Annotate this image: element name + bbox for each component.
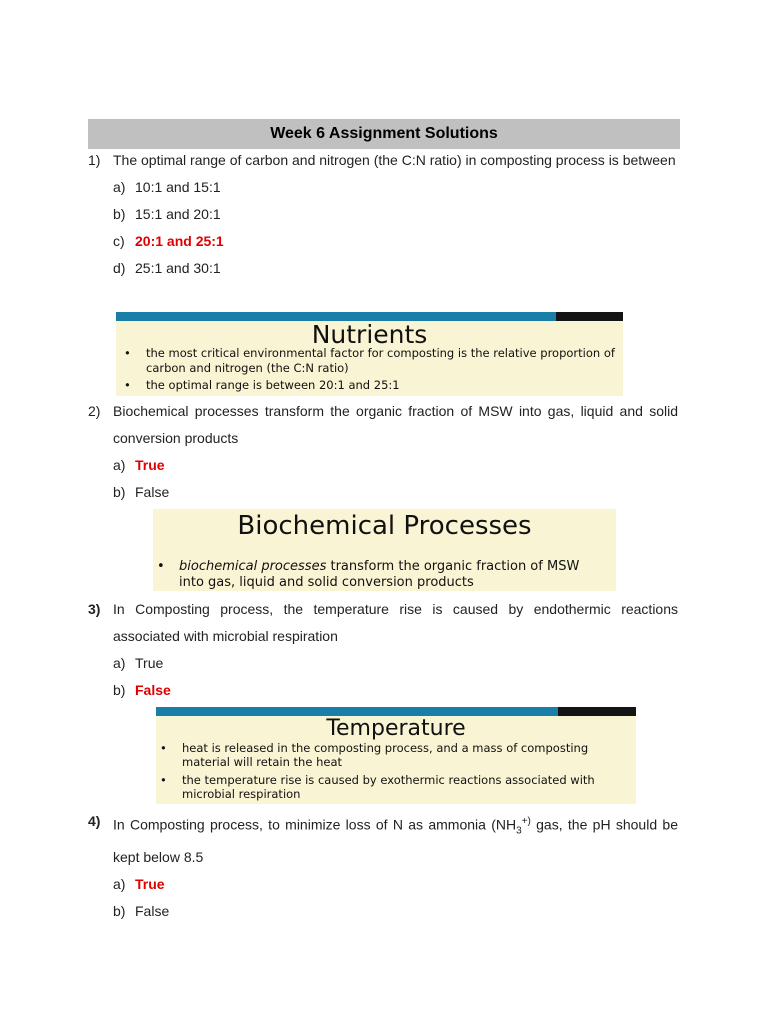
slide-bullets	[122, 346, 618, 393]
question-text: In Composting process, the temperature rise is caused by endothermic reactions associated with microbial respiration	[113, 601, 678, 644]
option-d: d) 25:1 and 30:1	[113, 260, 221, 276]
slide-bullet: • the temperature rise is caused by exothermic reactions associated with microbial respiration	[158, 773, 634, 801]
options-list	[113, 871, 678, 925]
question-number: 2)	[88, 403, 101, 419]
slide-bullet: • biochemical processes transform the organic fraction of MSW into gas, liquid and solid conversion products	[155, 559, 605, 591]
slide-bullet: • heat is released in the composting process, and a mass of composting material will retain the heat	[158, 741, 634, 769]
question-text: In Composting process, to minimize loss of N as ammonia ($NH_3^{+)}$ gas, the pH should be kept below 8.5	[113, 816, 678, 866]
option-a: a) True	[113, 655, 164, 671]
nutrients-slide	[116, 312, 623, 396]
question-2	[88, 398, 678, 506]
slide-heading: Temperature	[326, 716, 466, 741]
slide-heading: Biochemical Processes	[237, 511, 532, 541]
slide-bullet: • the optimal range is between 20:1 and 25:1	[122, 378, 618, 393]
option-b: b) False	[113, 484, 170, 500]
option-a-correct: a) True	[113, 876, 165, 893]
question-number: 3)	[88, 601, 101, 617]
question-number: 4)	[88, 813, 101, 829]
options-list	[113, 650, 678, 704]
question-text: The optimal range of carbon and nitrogen (the C:N ratio) in composting process is between	[113, 152, 676, 168]
options-list	[113, 174, 678, 282]
question-1	[88, 147, 678, 282]
question-3	[88, 596, 678, 704]
slide-bullets	[155, 559, 605, 591]
page-title-bar	[88, 119, 680, 149]
slide-bar	[156, 707, 636, 716]
question-4	[88, 808, 678, 925]
question-text: Biochemical processes transform the organic fraction of MSW into gas, liquid and solid conversion products	[113, 403, 678, 446]
question-number: 1)	[88, 152, 101, 168]
option-a-correct: a) True	[113, 457, 165, 473]
option-b: b) 15:1 and 20:1	[113, 206, 221, 222]
page-title: Week 6 Assignment Solutions	[270, 125, 498, 142]
option-c-correct: c) 20:1 and 25:1	[113, 233, 224, 249]
option-a: a) 10:1 and 15:1	[113, 179, 221, 195]
options-list	[113, 452, 678, 506]
biochemical-slide	[153, 509, 616, 591]
option-b: b) False	[113, 903, 170, 920]
temperature-slide	[156, 707, 636, 804]
slide-bullets	[158, 741, 634, 801]
option-b-correct: b) False	[113, 682, 171, 698]
slide-heading: Nutrients	[311, 320, 428, 349]
slide-bullet: • the most critical environmental factor for composting is the relative proportion of carbon and nitrogen (the C:N ratio)	[122, 346, 618, 376]
